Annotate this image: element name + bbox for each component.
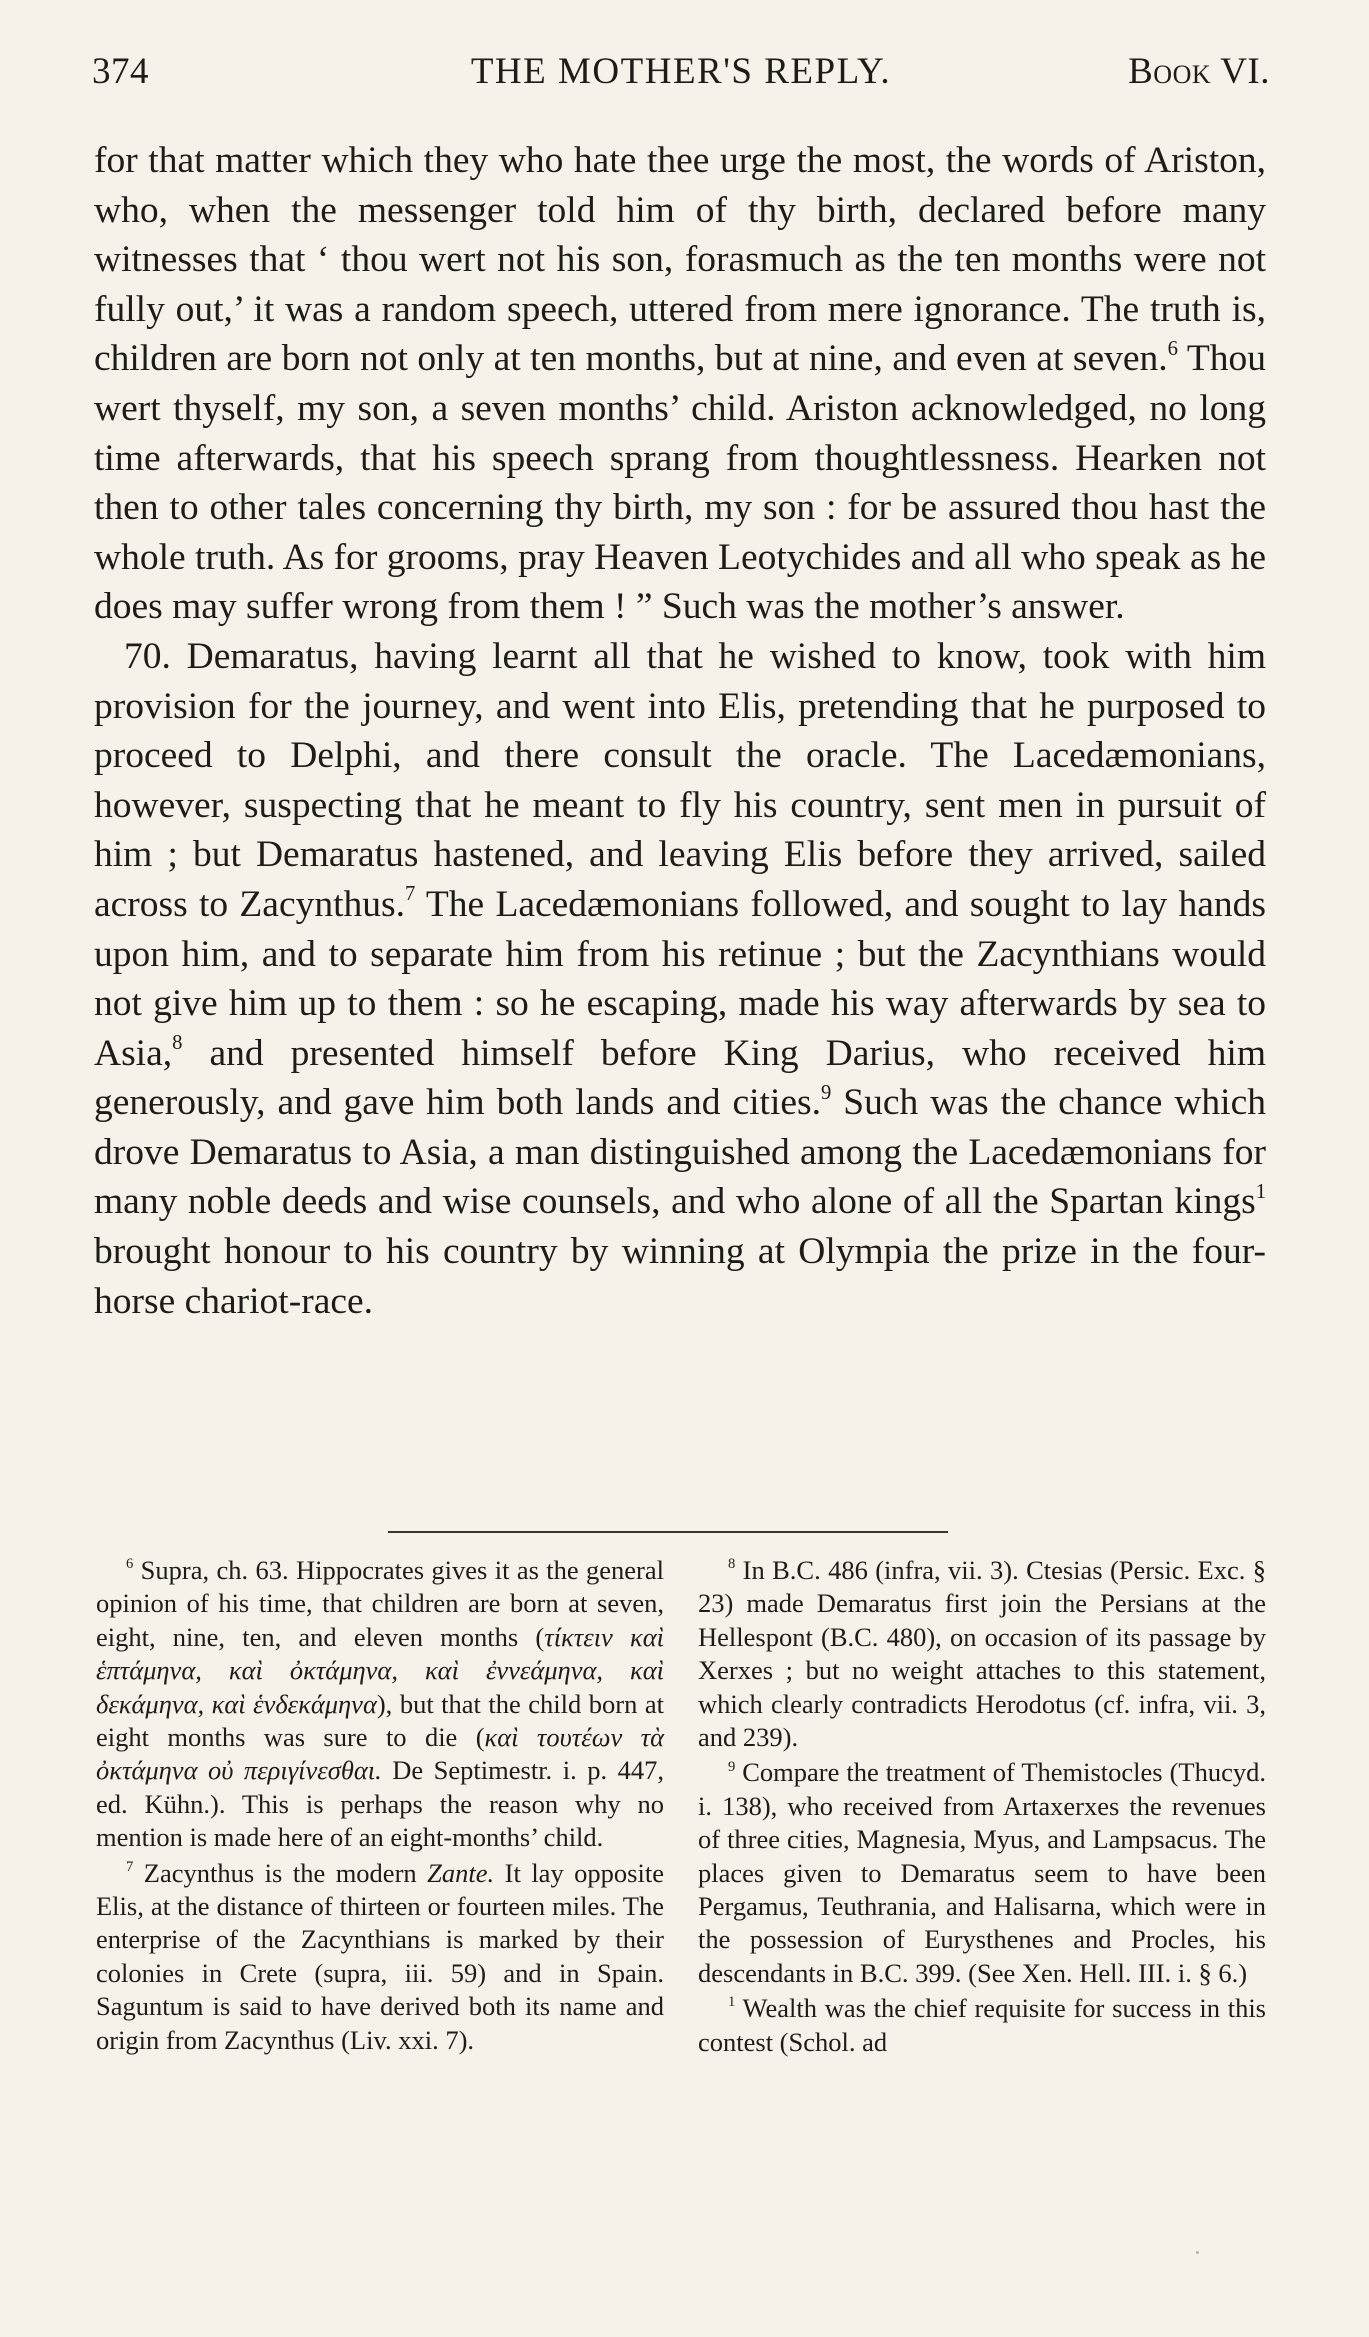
running-header [92,50,1270,100]
main-text [94,136,1266,1326]
paragraph-70: 70. Demaratus, having learnt all that he wished to know, took with him provision for the journey, and went into Elis, pretending that he purposed to proceed to Delphi, and there consult the oracle. The Lacedæmonians, however, suspecting that he meant to fly his country, sent men in pursuit of him ; but Demaratus hastened, and leaving Elis before they arrived, sailed across to Zacynthus.$^7$ The Lacedæmonians followed, and sought to lay hands upon him, and to separate him from his retinue ; but the Zacynthians would not give him up to them : so he escaping, made his way afterwards by sea to Asia,$^8$ and presented himself before King Darius, who received him generously, and gave him both lands and cities.$^9$ Such was the chance which drove Demaratus to Asia, a man distinguished among the Lacedæmonians for many noble deeds and wise counsels, and who alone of all the Spartan kings$^1$ brought honour to his country by winning at Olympia the prize in the four-horse chariot-race. [94,635,1267,1322]
footnote-8: $^8$ In B.C. 486 (infra, vii. 3). Ctesias (Persic. Exc. § 23) made Demaratus first join the Persians at the Hellespont (B.C. 480), on occasion of its passage by Xerxes ; but no weight attaches to this statement, which clearly contradicts Herodotus (cf. infra, vii. 3, and 239). [698,1555,1267,1753]
page-number: 374 [92,51,149,92]
footnote-6: $^6$ Supra, ch. 63. Hippocrates gives it as the general opinion of his time, that children are born at seven, eight, nine, ten, and eleven months (τίκτειν καὶ ἑπτάμηνα, καὶ ὀκτάμηνα, καὶ ἐννεάμηνα, καὶ δεκάμηνα, καὶ ἑνδεκάμηνα), but that the child born at eight months was sure to die (καὶ τουτέων τὰ ὀκτάμηνα οὐ περιγίνεσθαι. De Septimestr. i. p. 447, ed. Kühn.). This is perhaps the reason why no mention is made here of an eight-months’ child. [96,1555,664,1853]
footnote-9: $^9$ Compare the treatment of Themistocles (Thucyd. i. 138), who received from Artaxerxes the revenues of three cities, Magnesia, Myus, and Lampsacus. The places given to Demaratus seem to have been Pergamus, Teuthrania, and Halisarna, which were in the possession of Eurysthenes and Procles, his descendants in B.C. 399. (See Xen. Hell. III. i. § 6.) [698,1757,1266,1988]
footnote-ref-1: 1 [1255,1181,1266,1203]
running-title: THE MOTHER'S REPLY. [470,51,892,92]
footnote-1: $^1$ Wealth was the chief requisite for success in this contest (Schol. ad [698,1993,1266,2057]
footnotes-left-column [96,1554,664,2059]
paper-speck [1196,2251,1199,2254]
footnotes-right-column [698,1554,1266,2061]
footnote-ref-8: 8 [172,1032,183,1055]
footnote-ref-9: 9 [821,1081,832,1104]
footnote-ref-6: 6 [1167,337,1178,360]
greek-quote: καὶ τουτέων τὰ ὀκτάμηνα οὐ περιγίνεσθαι. [96,1722,664,1786]
book-label: Book VI. [1128,51,1270,92]
paragraph-mothers-answer: for that matter which they who hate thee urge the most, the words of Ariston, who, when the messenger told him of thy birth, declared before many witnesses that ‘ thou wert not his son, forasmuch as the ten months were not fully out,’ it was a random speech, uttered from mere ignorance. The truth is, children are born not only at ten months, but at nine, and even at seven.$^6$ Thou wert thyself, my son, a seven months’ child. Ariston acknowledged, no long time afterwards, that his speech sprang from thoughtlessness. Hearken not then to other tales concerning thy birth, my son : for be assured thou hast the whole truth. As for grooms, pray Heaven Leotychides and all who speak as he does may suffer wrong from them ! ” Such was the mother’s answer. [94,140,1266,628]
footnote-ref-7: 7 [405,883,416,906]
footnote-divider [388,1531,948,1533]
greek-quote: τίκτειν καὶ ἑπτάμηνα, καὶ ὀκτάμηνα, καὶ ἐννεάμηνα, καὶ δεκάμηνα, καὶ ἑνδεκάμηνα [96,1621,664,1719]
footnote-7: $^7$ Zacynthus is the modern Zante. It lay opposite Elis, at the distance of thirteen or fourteen miles. The enterprise of the Zacynthians is marked by their colonies in Crete (supra, iii. 59) and in Spain. Saguntum is said to have derived both its name and origin from Zacynthus (Liv. xxi. 7). [96,1857,664,2055]
